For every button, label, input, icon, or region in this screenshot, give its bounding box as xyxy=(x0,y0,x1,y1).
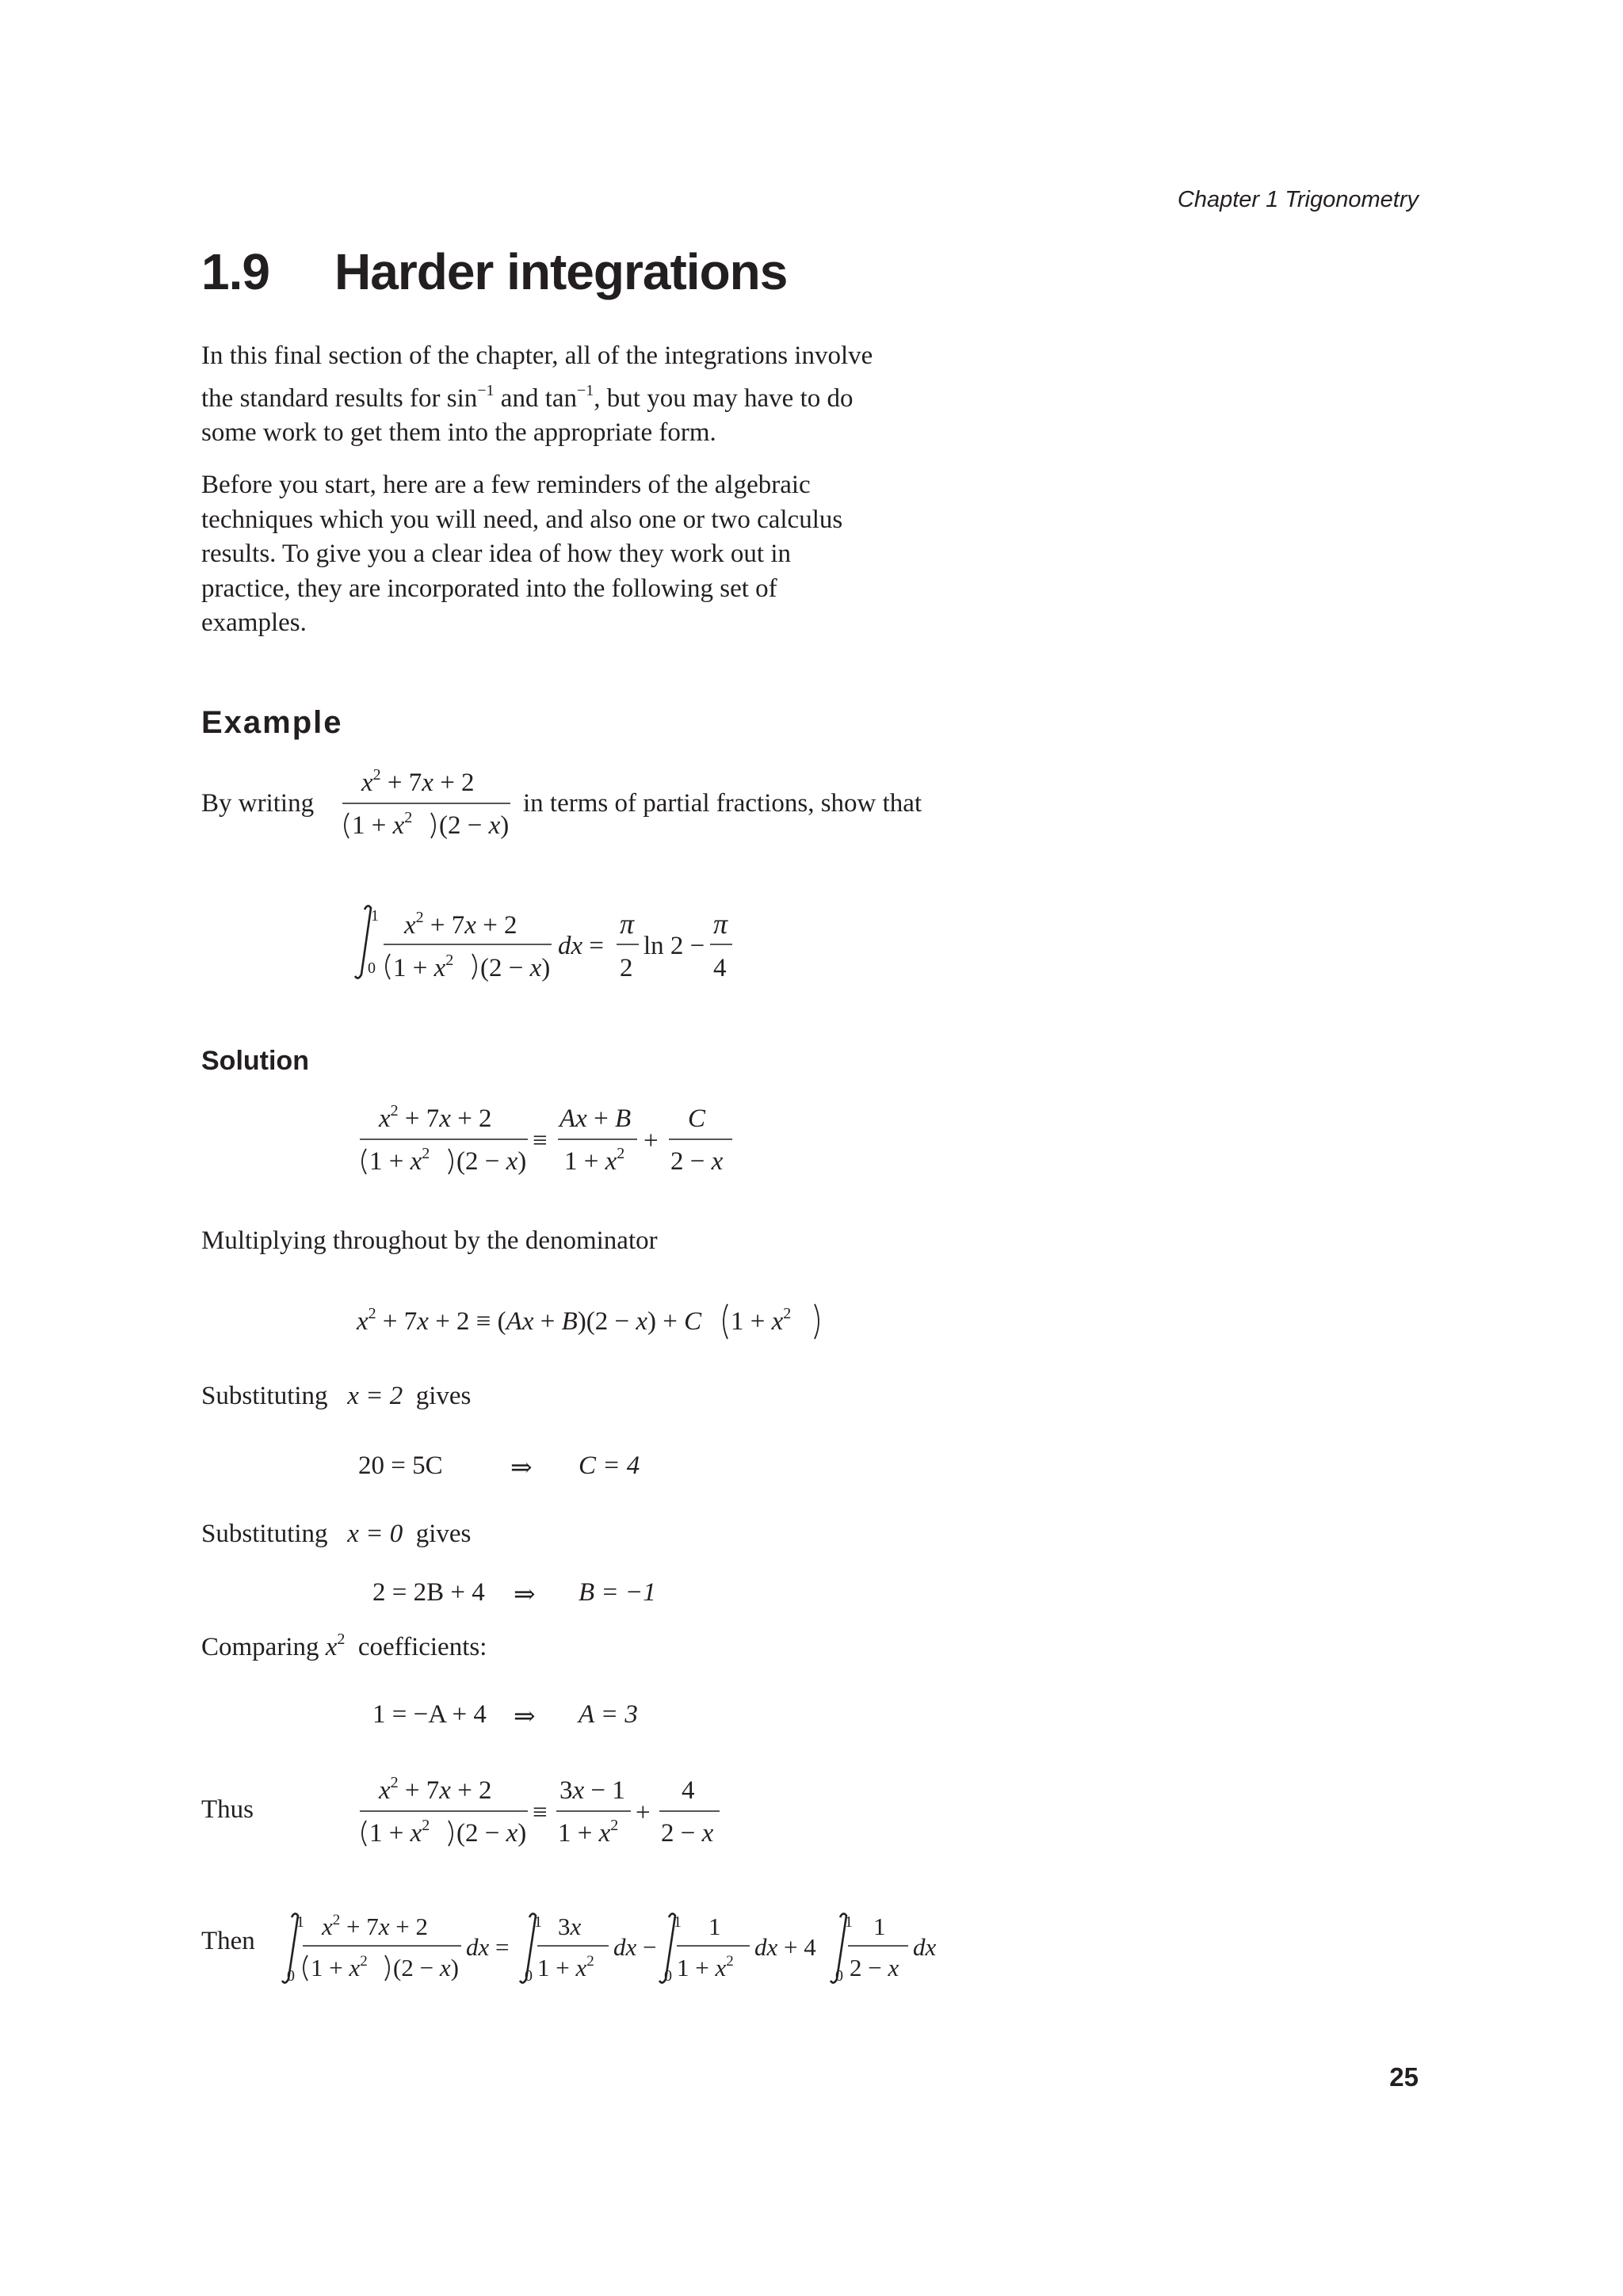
svg-text:0: 0 xyxy=(525,1967,533,1985)
final-integral-split xyxy=(282,1906,948,1993)
svg-text:(2 − x): (2 − x) xyxy=(393,1954,459,1981)
svg-text:dx =: dx = xyxy=(558,932,605,960)
svg-text:dx: dx xyxy=(913,1933,937,1961)
svg-text:≡: ≡ xyxy=(533,1127,548,1155)
svg-text:(2 − x): (2 − x) xyxy=(456,1147,527,1176)
intro-p1-line-2 xyxy=(201,374,1002,417)
svg-text:1 + x2: $1 + x^2$ xyxy=(677,1953,734,1981)
svg-text:x2 + 7x + 2: $x^2 + 7x + 2$ xyxy=(361,766,475,797)
substituting-label: Substituting xyxy=(201,1382,328,1410)
svg-text:0: 0 xyxy=(835,1967,843,1985)
svg-text:Ax + B: Ax + B xyxy=(559,1104,632,1133)
svg-text:1: 1 xyxy=(534,1913,542,1931)
svg-text:π: π xyxy=(620,908,635,940)
svg-text:1 + x2: $1 + x^2$ xyxy=(311,1953,368,1981)
partial-fraction-identity xyxy=(355,1100,751,1187)
svg-text:1 + x2: $1 + x^2$ xyxy=(731,1305,792,1336)
substituting-value: x = 0 xyxy=(347,1520,403,1548)
svg-text:2 − x: 2 − x xyxy=(850,1954,899,1981)
section-number: 1.9 xyxy=(201,243,269,300)
intro-p2-line-5: examples. xyxy=(201,608,307,637)
in-terms-text: in terms of partial fractions, show that xyxy=(523,789,922,818)
thus-label: Thus xyxy=(201,1795,254,1824)
svg-text:dx −: dx − xyxy=(613,1933,657,1961)
svg-text:π: π xyxy=(713,908,728,940)
svg-text:+: + xyxy=(636,1798,651,1827)
substituting-value: x = 2 xyxy=(347,1382,403,1410)
intro-p2-line-4: practice, they are incorporated into the following set of xyxy=(201,574,777,603)
gives-label: gives xyxy=(415,1382,472,1410)
svg-text:x2 + 7x + 2 ≡ (Ax + B)(2 − x): $x^2 + 7x + 2 \equiv (Ax + B)(2 - x) + C$ xyxy=(357,1305,702,1336)
svg-text:0: 0 xyxy=(664,1967,672,1985)
solution-heading: Solution xyxy=(201,1046,309,1076)
substituting-line-1 xyxy=(201,1382,471,1411)
svg-text:(2 − x): (2 − x) xyxy=(480,954,551,982)
svg-text:dx =: dx = xyxy=(466,1933,510,1961)
step-3-lhs: 1 = −A + 4 xyxy=(372,1700,487,1729)
intro-paragraph-1 xyxy=(201,339,1002,451)
section-title: Harder integrations xyxy=(334,243,788,300)
svg-text:1 + x2: $1 + x^2$ xyxy=(558,1817,619,1848)
intro-p2-line-1: Before you start, here are a few reminders of the algebraic xyxy=(201,471,811,499)
intro-p1-line-3: some work to get them into the appropriate form. xyxy=(201,418,716,447)
svg-text:4: 4 xyxy=(713,954,727,982)
svg-text:4: 4 xyxy=(682,1776,695,1805)
implies-arrow-1: ⇒ xyxy=(510,1454,533,1482)
comparing-label: Comparing xyxy=(201,1633,319,1661)
svg-text:x2 + 7x + 2: $x^2 + 7x + 2$ xyxy=(322,1912,428,1940)
partial-fraction-expression xyxy=(338,766,520,856)
partial-fraction-result xyxy=(355,1772,735,1859)
svg-text:≡: ≡ xyxy=(533,1798,548,1827)
svg-text:1: 1 xyxy=(674,1913,682,1931)
comparing-rest: coefficients: xyxy=(357,1633,487,1661)
intro-p2-line-2: techniques which you will need, and also one or two calculus xyxy=(201,505,843,534)
svg-text:(2 − x): (2 − x) xyxy=(439,811,510,840)
svg-text:1 + x2: $1 + x^2$ xyxy=(564,1145,625,1176)
svg-text:3x − 1: 3x − 1 xyxy=(559,1776,625,1805)
multiplying-text: Multiplying throughout by the denominator xyxy=(201,1226,658,1255)
superscript: −1 xyxy=(577,381,594,399)
expanded-identity xyxy=(357,1293,848,1348)
text-run: the standard results for sin xyxy=(201,383,478,413)
svg-text:x2 + 7x + 2: $x^2 + 7x + 2$ xyxy=(404,909,517,940)
substituting-line-2 xyxy=(201,1520,471,1549)
svg-text:1: 1 xyxy=(371,907,379,925)
svg-text:1: 1 xyxy=(296,1913,304,1931)
example-heading: Example xyxy=(201,705,343,740)
svg-text:1 + x2: $1 + x^2$ xyxy=(537,1953,594,1981)
step-1-lhs: 20 = 5C xyxy=(358,1451,443,1480)
gives-label: gives xyxy=(415,1520,472,1548)
svg-text:1: 1 xyxy=(845,1913,853,1931)
step-2-lhs: 2 = 2B + 4 xyxy=(372,1578,485,1607)
svg-text:x2 + 7x + 2: $x^2 + 7x + 2$ xyxy=(379,1102,492,1133)
intro-paragraph-2 xyxy=(201,468,1002,641)
step-2-rhs: B = −1 xyxy=(579,1578,656,1607)
comparing-line xyxy=(201,1630,487,1662)
svg-text:1 + x2: $1 + x^2$ xyxy=(369,1817,430,1848)
intro-p1-line-1: In this final section of the chapter, all of the integrations involve xyxy=(201,341,873,370)
section-heading xyxy=(201,242,787,301)
page-number: 25 xyxy=(1389,2062,1419,2092)
svg-text:1 + x2: $1 + x^2$ xyxy=(352,809,413,840)
svg-text:1 + x2: $1 + x^2$ xyxy=(369,1145,430,1176)
comparing-var: x xyxy=(325,1633,338,1661)
superscript: −1 xyxy=(477,381,495,399)
svg-text:C: C xyxy=(688,1104,706,1133)
implies-arrow-2: ⇒ xyxy=(514,1581,536,1609)
text-run: and tan xyxy=(494,383,578,413)
text-run: , but you may have to do xyxy=(594,383,854,413)
substituting-label: Substituting xyxy=(201,1520,328,1548)
svg-text:ln 2 −: ln 2 − xyxy=(643,932,705,960)
svg-text:1: 1 xyxy=(708,1913,721,1940)
svg-text:2: 2 xyxy=(620,954,633,982)
step-3-rhs: A = 3 xyxy=(579,1700,638,1729)
implies-arrow-3: ⇒ xyxy=(514,1703,536,1731)
target-integral xyxy=(352,900,764,987)
svg-text:1: 1 xyxy=(873,1913,886,1940)
svg-text:3x: 3x xyxy=(558,1913,582,1940)
svg-text:0: 0 xyxy=(287,1967,295,1985)
svg-text:+: + xyxy=(643,1127,659,1155)
by-writing-label: By writing xyxy=(201,789,315,818)
svg-text:2 − x: 2 − x xyxy=(670,1147,724,1176)
svg-text:dx + 4: dx + 4 xyxy=(754,1933,816,1961)
svg-text:2 − x: 2 − x xyxy=(661,1819,714,1848)
svg-text:(2 − x): (2 − x) xyxy=(456,1819,527,1848)
step-1-rhs: C = 4 xyxy=(579,1451,640,1480)
svg-text:1 + x2: $1 + x^2$ xyxy=(393,952,454,982)
comparing-exponent: 2 xyxy=(337,1630,346,1648)
svg-text:x2 + 7x + 2: $x^2 + 7x + 2$ xyxy=(379,1774,492,1805)
running-header: Chapter 1 Trigonometry xyxy=(1177,187,1419,212)
svg-text:0: 0 xyxy=(368,959,376,977)
then-label: Then xyxy=(201,1927,255,1955)
intro-p2-line-3: results. To give you a clear idea of how they work out in xyxy=(201,540,791,568)
